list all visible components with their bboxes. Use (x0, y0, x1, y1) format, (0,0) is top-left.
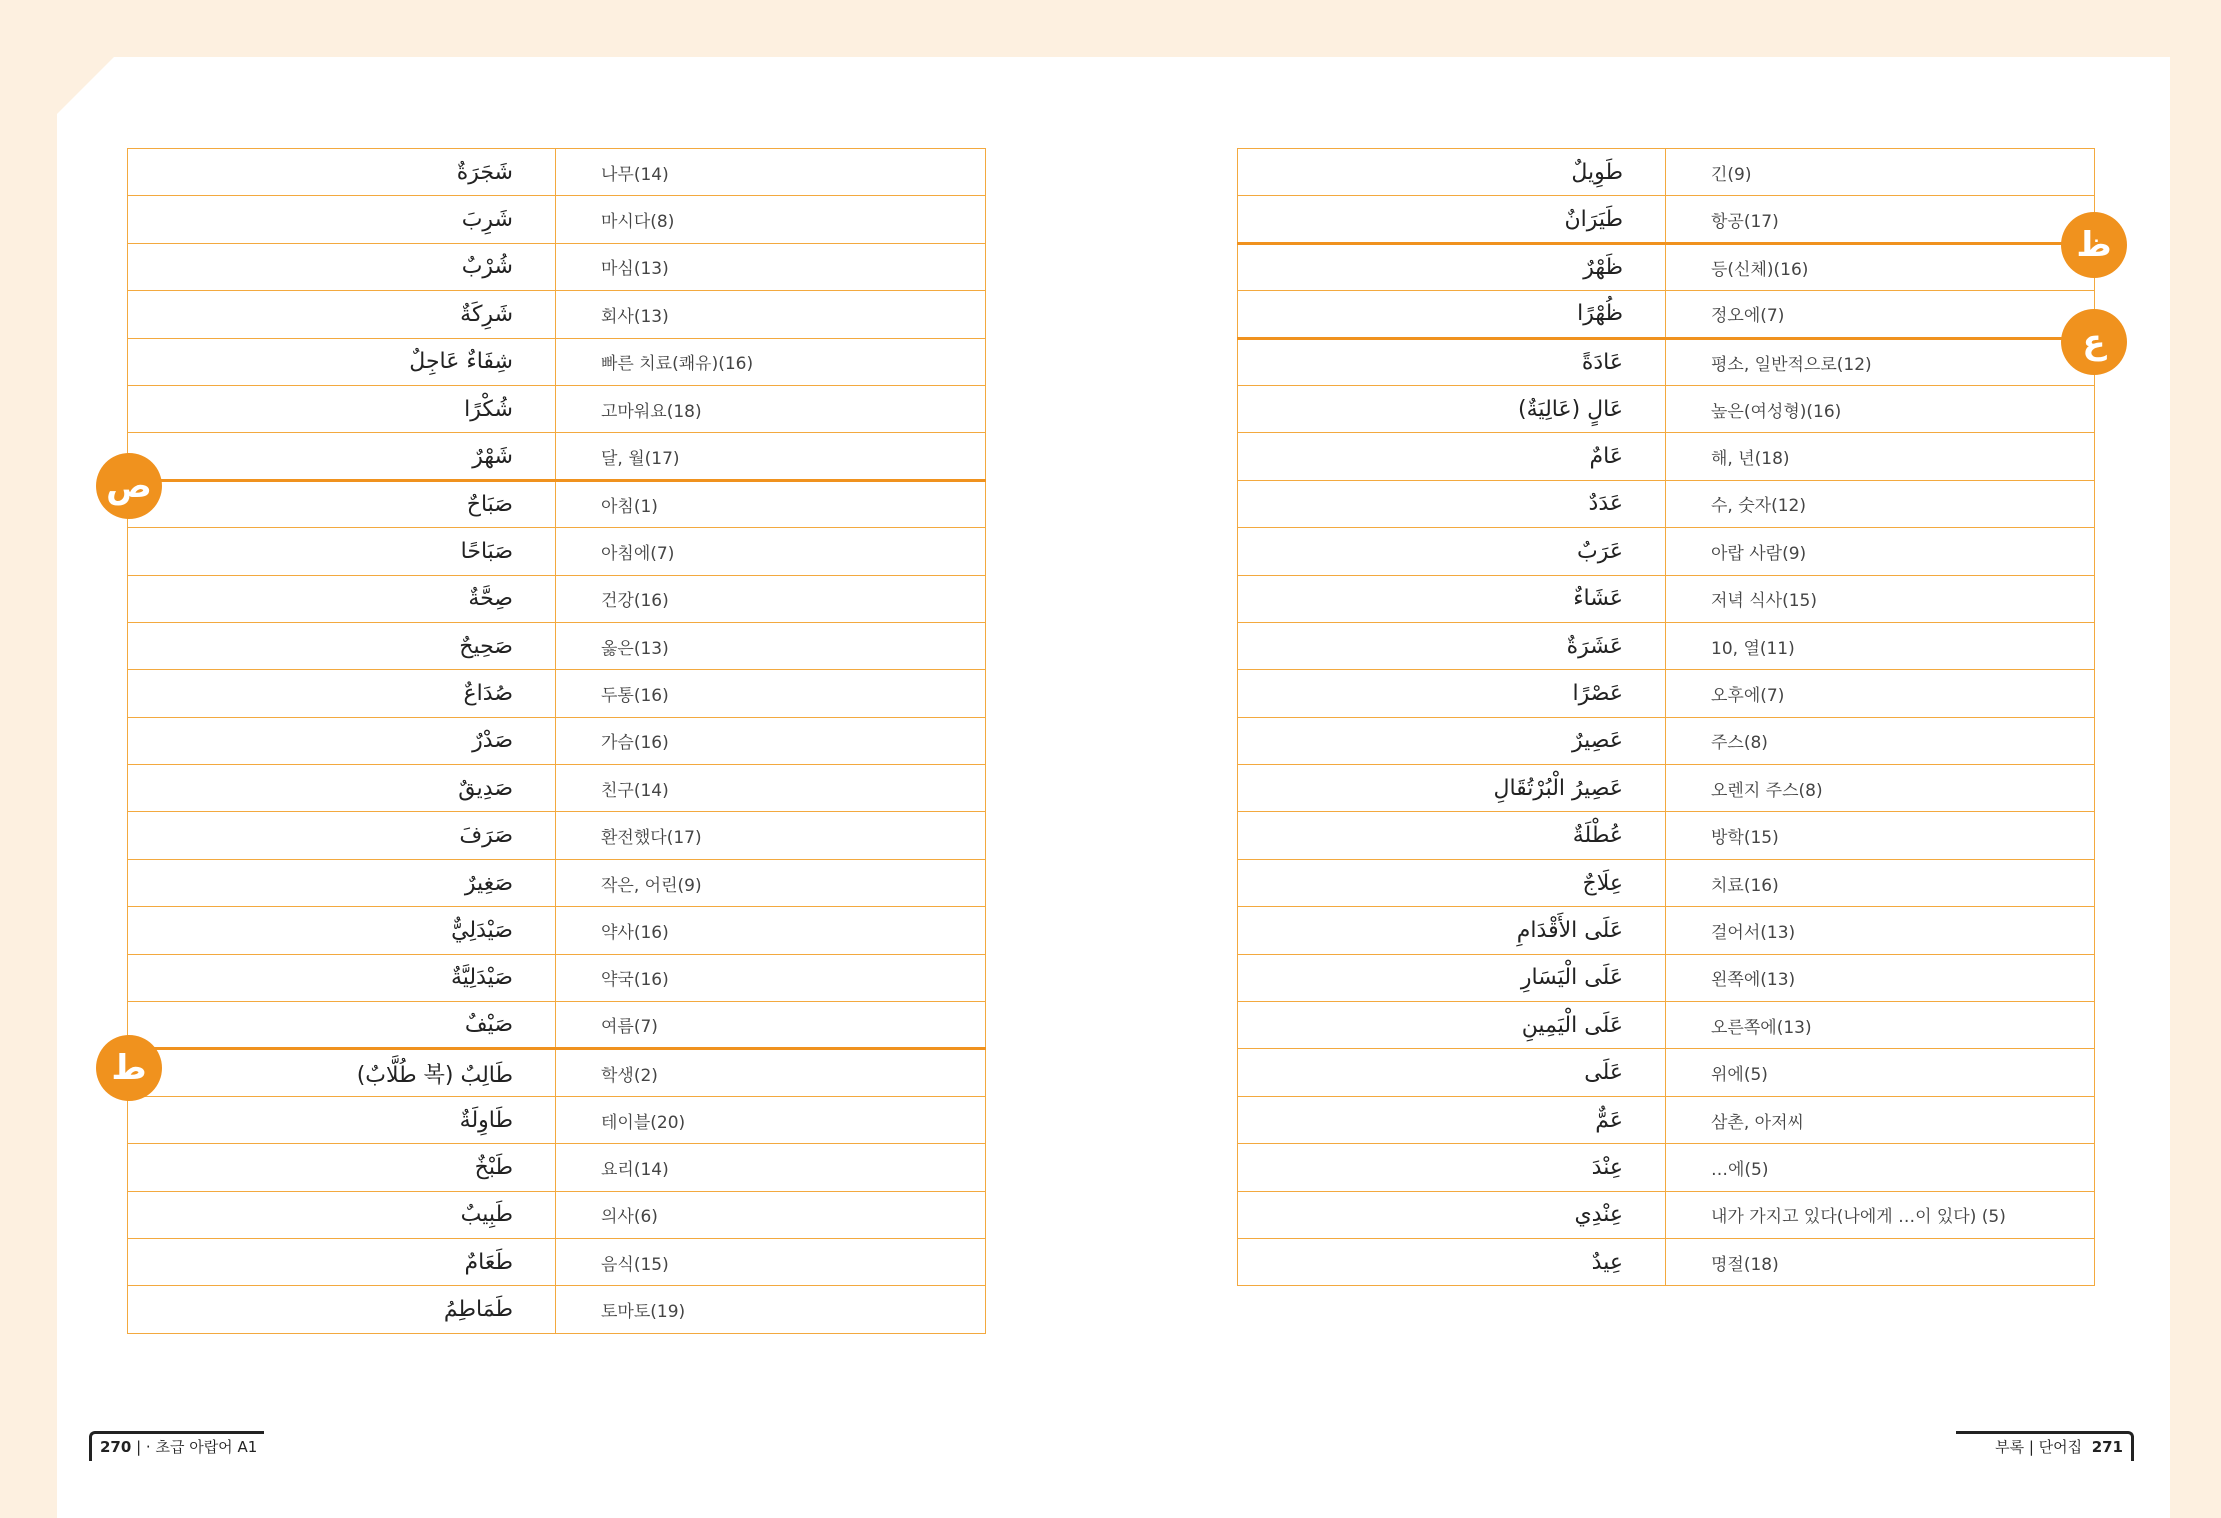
table-row (128, 1002, 986, 1049)
korean-meaning: 높은(여성형)(16) (1666, 385, 2095, 432)
table-row (128, 1144, 986, 1191)
footer-book-title: | · 초급 아랍어 A1 (136, 1438, 258, 1456)
table-row (128, 528, 986, 575)
arabic-word: عَلَى الْيَسَارِ (1238, 954, 1666, 1001)
table-row (1238, 717, 2095, 764)
section-badge-ain: ع (2061, 309, 2127, 375)
vocab-table-left (127, 148, 986, 1334)
table-row (1238, 622, 2095, 669)
arabic-word: طَمَاطِمُ (128, 1286, 556, 1333)
table-row (128, 1238, 986, 1285)
korean-meaning: 아랍 사람(9) (1666, 528, 2095, 575)
arabic-word: صَيْدَلِيٌّ (128, 907, 556, 954)
table-row (1238, 480, 2095, 527)
arabic-word: عَامٌ (1238, 433, 1666, 480)
arabic-word: صَرَفَ (128, 812, 556, 859)
arabic-word: عِنْدِي (1238, 1191, 1666, 1238)
arabic-word: طَوِيلٌ (1238, 149, 1666, 196)
arabic-word: طَيَرَانٌ (1238, 196, 1666, 243)
table-row (128, 622, 986, 669)
arabic-word: طَاوِلَةٌ (128, 1096, 556, 1143)
korean-meaning: 위에(5) (1666, 1049, 2095, 1096)
korean-meaning: 작은, 어린(9) (556, 859, 986, 906)
arabic-word: صَدِيقٌ (128, 765, 556, 812)
korean-meaning: 약사(16) (556, 907, 986, 954)
table-row (1238, 812, 2095, 859)
arabic-word: طَالِبٌ (복 طُلَّابٌ) (128, 1049, 556, 1096)
section-badge-za: ظ (2061, 212, 2127, 278)
arabic-word: عَمٌّ (1238, 1096, 1666, 1143)
page-number-left: 270 (100, 1438, 132, 1456)
table-row (1238, 859, 2095, 906)
korean-meaning: 빠른 치료(쾌유)(16) (556, 338, 986, 385)
arabic-word: صَدْرٌ (128, 717, 556, 764)
arabic-word: عَشَرَةٌ (1238, 622, 1666, 669)
korean-meaning: 저녁 식사(15) (1666, 575, 2095, 622)
table-row (1238, 338, 2095, 385)
table-row (1238, 765, 2095, 812)
korean-meaning: 명절(18) (1666, 1238, 2095, 1285)
table-row (1238, 433, 2095, 480)
table-row (128, 196, 986, 243)
korean-meaning: 옳은(13) (556, 622, 986, 669)
arabic-word: طَبِيبٌ (128, 1191, 556, 1238)
arabic-word: عَصِيرٌ (1238, 717, 1666, 764)
table-row (128, 812, 986, 859)
arabic-word: صَيْدَلِيَّةٌ (128, 954, 556, 1001)
arabic-word: عَلَى الأَقْدَامِ (1238, 907, 1666, 954)
table-row (1238, 385, 2095, 432)
korean-meaning: 내가 가지고 있다(나에게 …이 있다) (5) (1666, 1191, 2095, 1238)
korean-meaning: 긴(9) (1666, 149, 2095, 196)
korean-meaning: 오렌지 주스(8) (1666, 765, 2095, 812)
korean-meaning: 토마토(19) (556, 1286, 986, 1333)
korean-meaning: 환전했다(17) (556, 812, 986, 859)
arabic-word: عَالٍ (عَالِيَةٌ) (1238, 385, 1666, 432)
table-row (128, 433, 986, 480)
arabic-word: صَبَاحًا (128, 528, 556, 575)
arabic-word: عَصِيرُ الْبُرْتُقَالِ (1238, 765, 1666, 812)
arabic-word: عَلَى الْيَمِينِ (1238, 1002, 1666, 1049)
korean-meaning: 테이블(20) (556, 1096, 986, 1143)
table-row (128, 385, 986, 432)
table-row (1238, 1238, 2095, 1285)
korean-meaning: 마시다(8) (556, 196, 986, 243)
table-row (128, 954, 986, 1001)
table-row (128, 1286, 986, 1333)
korean-meaning: 학생(2) (556, 1049, 986, 1096)
korean-meaning: 두통(16) (556, 670, 986, 717)
table-row (1238, 575, 2095, 622)
korean-meaning: 항공(17) (1666, 196, 2095, 243)
table-row (128, 859, 986, 906)
korean-meaning: 수, 숫자(12) (1666, 480, 2095, 527)
korean-meaning: 방학(15) (1666, 812, 2095, 859)
korean-meaning: 치료(16) (1666, 859, 2095, 906)
korean-meaning: 마심(13) (556, 243, 986, 290)
arabic-word: عَادَةً (1238, 338, 1666, 385)
korean-meaning: 오후에(7) (1666, 670, 2095, 717)
section-badge-ta: ط (96, 1035, 162, 1101)
korean-meaning: 평소, 일반적으로(12) (1666, 338, 2095, 385)
korean-meaning: 약국(16) (556, 954, 986, 1001)
table-row (128, 1191, 986, 1238)
arabic-word: ظُهْرًا (1238, 291, 1666, 338)
korean-meaning: 고마워요(18) (556, 385, 986, 432)
arabic-word: صِحَّةٌ (128, 575, 556, 622)
korean-meaning: 요리(14) (556, 1144, 986, 1191)
korean-meaning: 걸어서(13) (1666, 907, 2095, 954)
korean-meaning: 회사(13) (556, 291, 986, 338)
table-row (1238, 196, 2095, 243)
arabic-word: ظَهْرٌ (1238, 243, 1666, 290)
table-row (128, 575, 986, 622)
table-row (1238, 954, 2095, 1001)
arabic-word: عِلَاجٌ (1238, 859, 1666, 906)
table-row (128, 243, 986, 290)
footer-section-title: 부록 | 단어집 (1995, 1438, 2083, 1456)
arabic-word: شِفَاءٌ عَاجِلٌ (128, 338, 556, 385)
korean-meaning: 여름(7) (556, 1002, 986, 1049)
table-row (1238, 1144, 2095, 1191)
korean-meaning: 오른쪽에(13) (1666, 1002, 2095, 1049)
table-row (1238, 528, 2095, 575)
table-row (128, 765, 986, 812)
arabic-word: شَهْرٌ (128, 433, 556, 480)
table-row (128, 149, 986, 196)
korean-meaning: 친구(14) (556, 765, 986, 812)
arabic-word: شَرِبَ (128, 196, 556, 243)
table-row (1238, 907, 2095, 954)
table-row (1238, 1002, 2095, 1049)
arabic-word: عَدَدٌ (1238, 480, 1666, 527)
korean-meaning: 등(신체)(16) (1666, 243, 2095, 290)
arabic-word: عَرَبٌ (1238, 528, 1666, 575)
korean-meaning: 해, 년(18) (1666, 433, 2095, 480)
korean-meaning: 아침에(7) (556, 528, 986, 575)
korean-meaning: 정오에(7) (1666, 291, 2095, 338)
korean-meaning: 10, 열(11) (1666, 622, 2095, 669)
arabic-word: عِيدٌ (1238, 1238, 1666, 1285)
arabic-word: صَغِيرٌ (128, 859, 556, 906)
table-row (1238, 1096, 2095, 1143)
arabic-word: شَجَرَةٌ (128, 149, 556, 196)
table-row (128, 670, 986, 717)
arabic-word: عُطْلَةٌ (1238, 812, 1666, 859)
arabic-word: شَرِكَةٌ (128, 291, 556, 338)
korean-meaning: 왼쪽에(13) (1666, 954, 2095, 1001)
table-row (1238, 149, 2095, 196)
korean-meaning: 건강(16) (556, 575, 986, 622)
korean-meaning: …에(5) (1666, 1144, 2095, 1191)
arabic-word: عَصْرًا (1238, 670, 1666, 717)
page-number-right: 271 (2091, 1438, 2123, 1456)
table-row (128, 291, 986, 338)
arabic-word: صَحِيحٌ (128, 622, 556, 669)
arabic-word: صُدَاعٌ (128, 670, 556, 717)
table-row (128, 717, 986, 764)
arabic-word: شُكْرًا (128, 385, 556, 432)
table-row (128, 480, 986, 527)
table-row (1238, 1191, 2095, 1238)
korean-meaning: 달, 월(17) (556, 433, 986, 480)
arabic-word: صَبَاحٌ (128, 480, 556, 527)
arabic-word: صَيْفٌ (128, 1002, 556, 1049)
vocab-table-right (1237, 148, 2095, 1286)
table-row (128, 338, 986, 385)
korean-meaning: 삼촌, 아저씨 (1666, 1096, 2095, 1143)
korean-meaning: 음식(15) (556, 1238, 986, 1285)
table-row (128, 907, 986, 954)
arabic-word: عَلَى (1238, 1049, 1666, 1096)
arabic-word: طَبْخٌ (128, 1144, 556, 1191)
table-row (1238, 670, 2095, 717)
korean-meaning: 주스(8) (1666, 717, 2095, 764)
table-row (1238, 243, 2095, 290)
korean-meaning: 아침(1) (556, 480, 986, 527)
arabic-word: طَعَامٌ (128, 1238, 556, 1285)
arabic-word: عَشَاءٌ (1238, 575, 1666, 622)
table-row (1238, 291, 2095, 338)
korean-meaning: 나무(14) (556, 149, 986, 196)
arabic-word: عِنْدَ (1238, 1144, 1666, 1191)
arabic-word: شُرْبٌ (128, 243, 556, 290)
korean-meaning: 의사(6) (556, 1191, 986, 1238)
korean-meaning: 가슴(16) (556, 717, 986, 764)
table-row (128, 1049, 986, 1096)
section-badge-sad: ص (96, 453, 162, 519)
table-row (128, 1096, 986, 1143)
footer-left (89, 1431, 264, 1461)
footer-right (1956, 1431, 2134, 1461)
table-row (1238, 1049, 2095, 1096)
